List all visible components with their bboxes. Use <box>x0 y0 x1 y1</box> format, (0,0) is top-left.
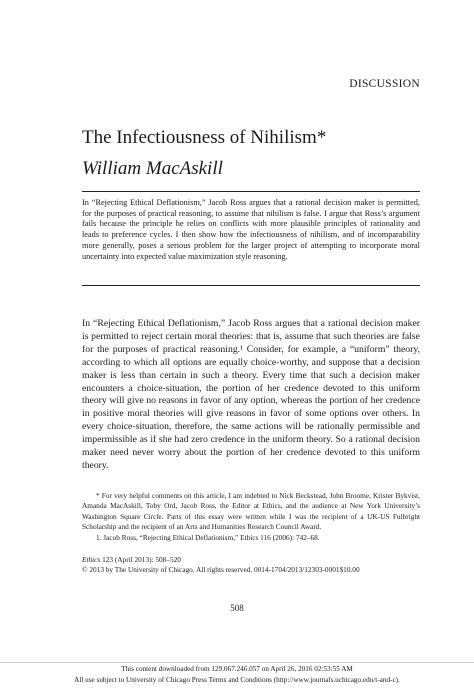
page-number: 508 <box>230 603 244 613</box>
abstract-text: In “Rejecting Ethical Deflationism,” Jacob Ross argues that a rational decision maker is permitted, for the purposes of practical reasoning, to assume that nihilism is false. I argue that Ross’s argument fails because the principle he relies on conflicts with more plausible principles of rationality and leads to preference cycles. I then show how the infectiousness of nihilism, and of incomparability more generally, poses a serious problem for the larger project of attempting to incorporate moral uncertainty into expected value maximization style reasoning. <box>82 198 420 261</box>
footnotes <box>82 491 420 543</box>
footer-divider <box>0 662 474 663</box>
journal-citation <box>82 555 420 565</box>
download-notice: This content downloaded from 129.067.246.057 on April 26, 2016 02:53:55 AM <box>121 665 353 673</box>
footnote-star: * For very helpful comments on this article, I am indebted to Nick Beckstead, John Broome, Krister Bykvist, Amanda MacAskill, Toby Ord, Jacob Ross, the Editor at Ethics, and the audience at New York University’s Washington Square Circle. Parts of this essay were written while I was the recipient of a UK-US Fulbright Scholarship and the recipient of an Arts and Humanities Research Council Award. <box>82 491 420 532</box>
abstract-top-rule <box>82 191 420 192</box>
footnote-1: 1. Jacob Ross, “Rejecting Ethical Deflationism,” Ethics 116 (2006): 742–68. <box>96 532 320 542</box>
author-name: William MacAskill <box>82 158 223 179</box>
article-title: The Infectiousness of Nihilism* <box>82 127 327 148</box>
terms-notice: All use subject to University of Chicago Press Terms and Conditions (http://www.journals.uchicago.edu/t-and-c). <box>74 676 400 684</box>
journal-volume: 123 (April 2013): 508–520 <box>100 555 181 564</box>
journal-name: Ethics <box>82 555 101 564</box>
copyright-line: © 2013 by The University of Chicago. All rights reserved. 0014-1704/2013/12303-0001$10.00 <box>82 565 360 575</box>
body-paragraph: In “Rejecting Ethical Deflationism,” Jacob Ross argues that a rational decision maker is permitted to reject certain moral theories: that is, assume that such theories are false for the purposes of practical reasoning.¹ Consider, for example, a “uniform” theory, according to which all options are equally choice-worthy, and suppose that a decision maker is less than certain in such a theory. Every time that such a decision maker encounters a choice-situation, the portion of her credence devoted to this uniform theory will give no reasons in favor of any option, whereas the portion of her credence in positive moral theories will give reasons in favor of some options over others. In every choice-situation, therefore, the same actions will be rationally permissible and impermissible as if she had zero credence in the uniform theory. So a rational decision maker need never worry about the portion of her credence devoted to this uniform theory. <box>82 318 420 471</box>
publication-info <box>82 555 420 576</box>
abstract-bottom-rule <box>82 285 420 286</box>
section-label: DISCUSSION <box>349 78 420 90</box>
